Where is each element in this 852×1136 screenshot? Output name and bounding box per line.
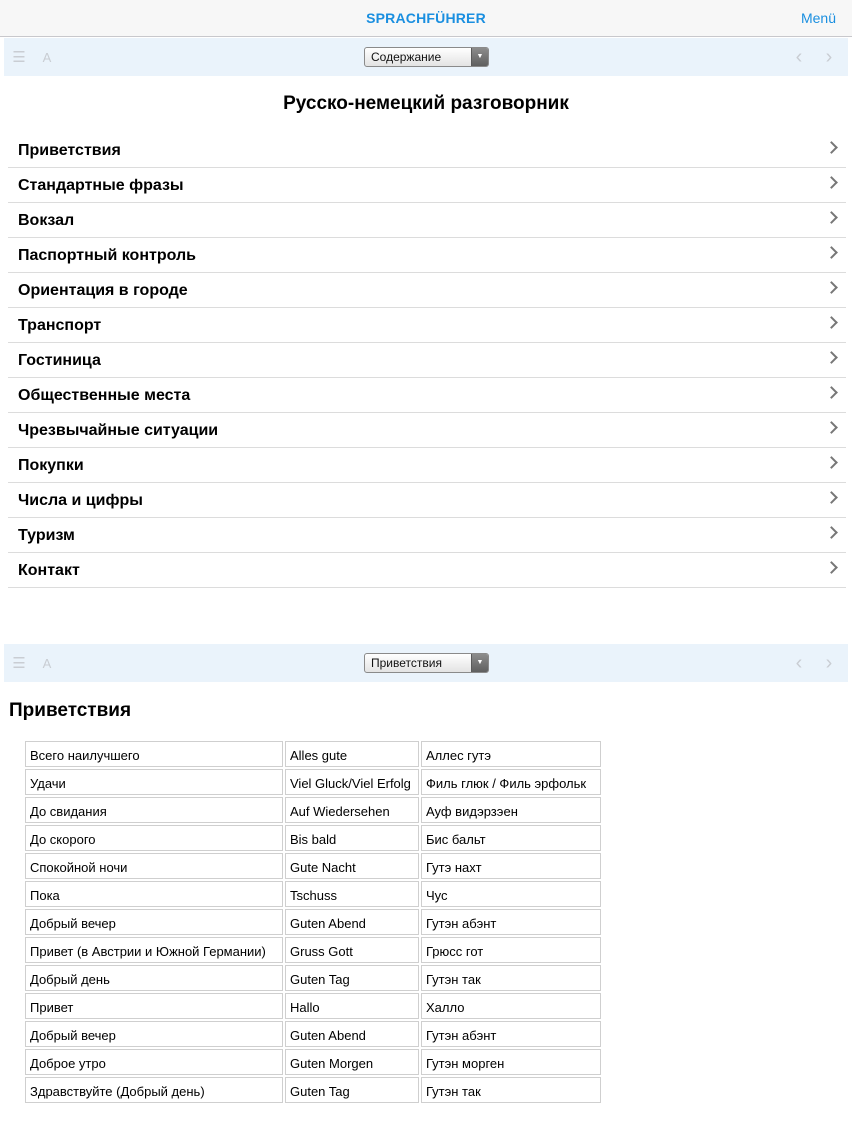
chevron-right-icon [825, 176, 838, 189]
contents-item[interactable] [8, 308, 846, 343]
contents-item-label: Приветствия [18, 142, 121, 159]
table-row [25, 909, 601, 935]
contents-item-label: Туризм [18, 527, 75, 544]
german-phrase-cell: Guten Tag [285, 965, 419, 991]
table-row [25, 825, 601, 851]
russian-phrase-cell: Доброе утро [25, 1049, 283, 1075]
chevron-right-icon [825, 456, 838, 469]
contents-item-label: Стандартные фразы [18, 177, 184, 194]
section-select[interactable] [364, 47, 489, 67]
contents-item[interactable] [8, 203, 846, 238]
contents-item-label: Общественные места [18, 387, 191, 404]
transcription-cell: Аллес гутэ [421, 741, 601, 767]
russian-phrase-cell: Здравствуйте (Добрый день) [25, 1077, 283, 1103]
german-phrase-cell: Gruss Gott [285, 937, 419, 963]
transcription-cell: Филь глюк / Филь эрфольк [421, 769, 601, 795]
contents-item-label: Чрезвычайные ситуации [18, 422, 219, 439]
back-icon[interactable]: ‹ [795, 45, 803, 68]
contents-item-label: Гостиница [18, 352, 101, 369]
contents-item[interactable] [8, 168, 846, 203]
contents-item[interactable] [8, 518, 846, 553]
german-phrase-cell: Hallo [285, 993, 419, 1019]
chevron-down-icon: ▼ [471, 48, 488, 66]
contents-item[interactable] [8, 273, 846, 308]
table-row [25, 965, 601, 991]
table-row [25, 993, 601, 1019]
russian-phrase-cell: Добрый вечер [25, 1021, 283, 1047]
russian-phrase-cell: Пока [25, 881, 283, 907]
contents-item-label: Покупки [18, 457, 84, 474]
contents-item[interactable] [8, 553, 846, 588]
russian-phrase-cell: Спокойной ночи [25, 853, 283, 879]
chevron-right-icon [825, 211, 838, 224]
transcription-cell: Бис бальт [421, 825, 601, 851]
german-phrase-cell: Guten Morgen [285, 1049, 419, 1075]
section-select[interactable] [364, 653, 489, 673]
list-icon[interactable]: ☰ [12, 49, 26, 66]
forward-icon[interactable]: › [825, 45, 833, 68]
section-select-value: Содержание [371, 50, 442, 64]
transcription-cell: Гутэн так [421, 1077, 601, 1103]
table-row [25, 1077, 601, 1103]
table-row [25, 881, 601, 907]
transcription-cell: Гутэн морген [421, 1049, 601, 1075]
transcription-cell: Гутэн так [421, 965, 601, 991]
table-row [25, 853, 601, 879]
transcription-cell: Грюсс гот [421, 937, 601, 963]
forward-icon[interactable]: › [825, 651, 833, 674]
chevron-right-icon [825, 526, 838, 539]
contents-item-label: Ориентация в городе [18, 282, 188, 299]
section-title: Приветствия [9, 700, 132, 721]
contents-item[interactable] [8, 448, 846, 483]
german-phrase-cell: Guten Tag [285, 1077, 419, 1103]
transcription-cell: Гутэ нахт [421, 853, 601, 879]
contents-item[interactable] [8, 483, 846, 518]
russian-phrase-cell: До свидания [25, 797, 283, 823]
contents-item-label: Контакт [18, 562, 80, 579]
table-row [25, 769, 601, 795]
russian-phrase-cell: Добрый день [25, 965, 283, 991]
table-row [25, 1049, 601, 1075]
chevron-right-icon [825, 421, 838, 434]
contents-item[interactable] [8, 413, 846, 448]
chevron-right-icon [825, 386, 838, 399]
german-phrase-cell: Auf Wiedersehen [285, 797, 419, 823]
contents-item[interactable] [8, 238, 846, 273]
contents-item[interactable] [8, 343, 846, 378]
font-size-icon[interactable]: A [42, 49, 52, 65]
phrase-table [23, 739, 603, 1105]
table-row [25, 741, 601, 767]
transcription-cell: Гутэн абэнт [421, 909, 601, 935]
contents-list [8, 133, 846, 588]
toolbar-section [4, 644, 848, 682]
german-phrase-cell: Alles gute [285, 741, 419, 767]
section-select-value: Приветствия [371, 656, 442, 670]
toolbar-contents [4, 38, 848, 76]
transcription-cell: Халло [421, 993, 601, 1019]
table-row [25, 797, 601, 823]
transcription-cell: Гутэн абэнт [421, 1021, 601, 1047]
chevron-down-icon: ▼ [471, 654, 488, 672]
contents-item[interactable] [8, 378, 846, 413]
russian-phrase-cell: Привет [25, 993, 283, 1019]
transcription-cell: Ауф видэрзэен [421, 797, 601, 823]
table-row [25, 1021, 601, 1047]
contents-item-label: Транспорт [18, 317, 102, 334]
chevron-right-icon [825, 561, 838, 574]
german-phrase-cell: Guten Abend [285, 909, 419, 935]
contents-item-label: Паспортный контроль [18, 247, 196, 264]
german-phrase-cell: Viel Gluck/Viel Erfolg [285, 769, 419, 795]
german-phrase-cell: Guten Abend [285, 1021, 419, 1047]
contents-item-label: Числа и цифры [18, 492, 143, 509]
chevron-right-icon [825, 491, 838, 504]
russian-phrase-cell: Добрый вечер [25, 909, 283, 935]
russian-phrase-cell: Удачи [25, 769, 283, 795]
back-icon[interactable]: ‹ [795, 651, 803, 674]
contents-item[interactable] [8, 133, 846, 168]
russian-phrase-cell: До скорого [25, 825, 283, 851]
menu-button[interactable]: Menü [800, 10, 836, 26]
app-title: SPRACHFÜHRER [366, 10, 486, 26]
transcription-cell: Чус [421, 881, 601, 907]
navigation-bar [0, 0, 852, 37]
chevron-right-icon [825, 351, 838, 364]
russian-phrase-cell: Привет (в Австрии и Южной Германии) [25, 937, 283, 963]
chevron-right-icon [825, 246, 838, 259]
german-phrase-cell: Tschuss [285, 881, 419, 907]
german-phrase-cell: Bis bald [285, 825, 419, 851]
german-phrase-cell: Gute Nacht [285, 853, 419, 879]
chevron-right-icon [825, 281, 838, 294]
chevron-right-icon [825, 141, 838, 154]
page-title: Русско-немецкий разговорник [283, 93, 569, 114]
chevron-right-icon [825, 316, 838, 329]
font-size-icon[interactable]: A [42, 655, 52, 671]
russian-phrase-cell: Всего наилучшего [25, 741, 283, 767]
contents-item-label: Вокзал [18, 212, 75, 229]
list-icon[interactable]: ☰ [12, 655, 26, 672]
table-row [25, 937, 601, 963]
